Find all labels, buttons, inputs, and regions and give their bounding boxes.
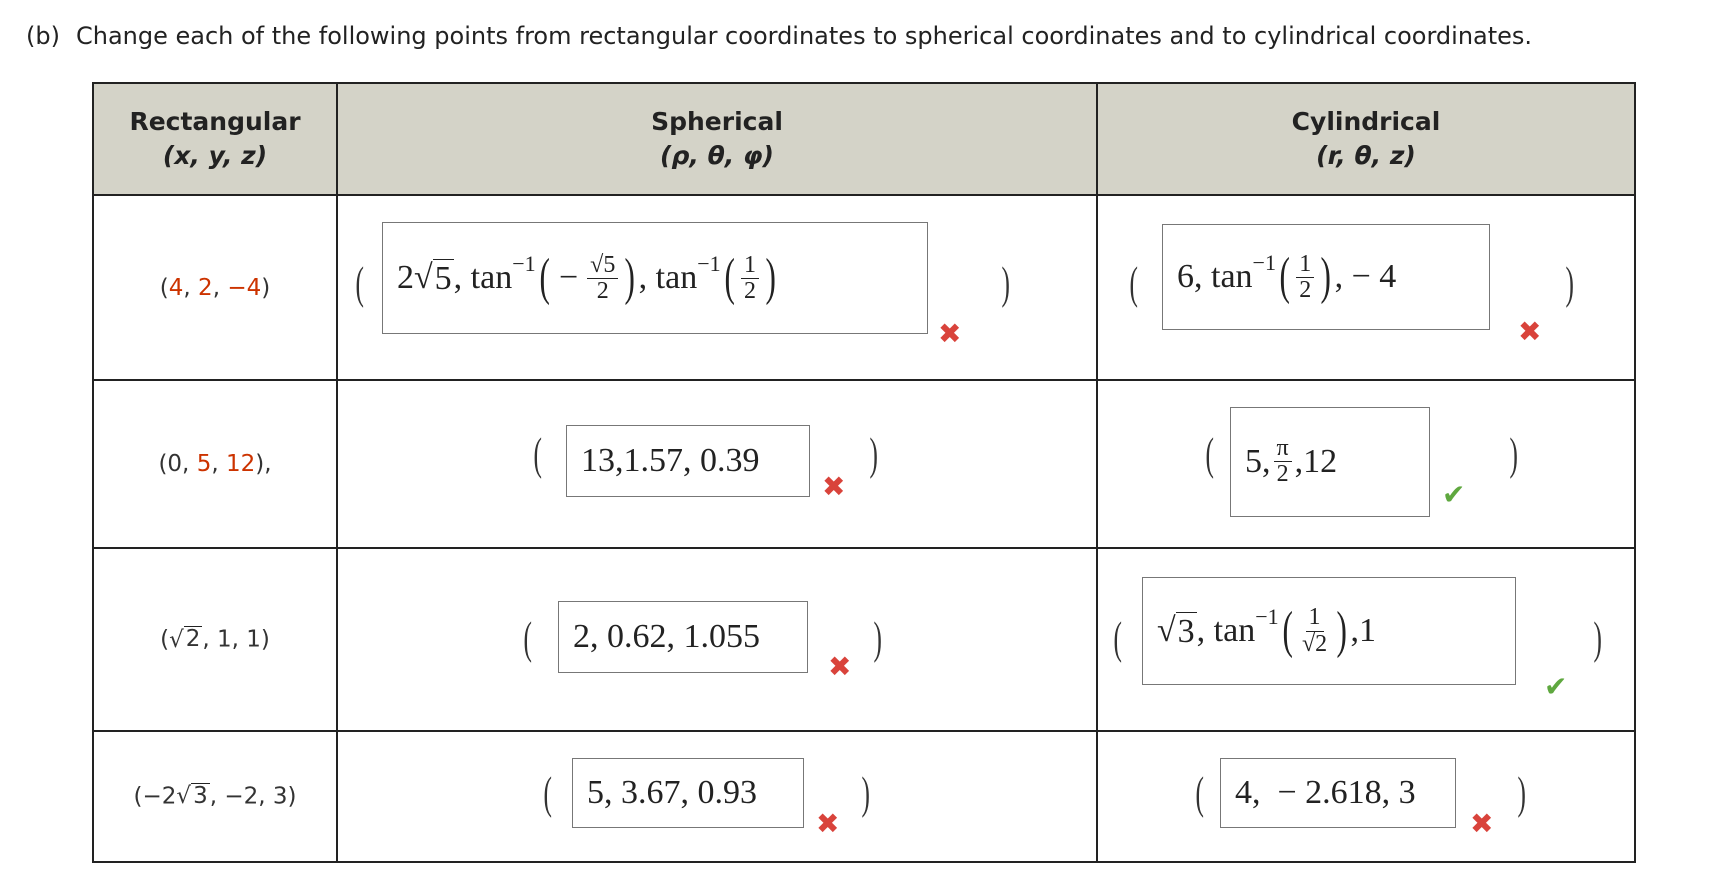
text: (−2: [133, 783, 177, 810]
spherical-answer-input[interactable]: [572, 758, 804, 828]
text: ,1: [1350, 612, 1376, 650]
rectangular-point: [93, 548, 337, 730]
superscript: −1: [1252, 250, 1276, 276]
text: (: [159, 274, 169, 301]
denominator: 2: [1276, 461, 1289, 488]
open-paren: (: [724, 249, 735, 307]
denominator: √2: [1301, 630, 1328, 657]
math-expression: [397, 249, 779, 307]
text: −: [558, 259, 579, 297]
text: , tan: [638, 259, 698, 297]
sqrt: √ 3: [176, 783, 208, 810]
question-prompt: [26, 22, 1532, 50]
incorrect-icon: ✖: [1470, 806, 1494, 840]
answer-value: 13,1.57, 0.39: [581, 441, 760, 479]
incorrect-icon: ✖: [828, 650, 852, 684]
close-paren: ): [1336, 602, 1348, 660]
answer-value: 5, 3.67, 0.93: [587, 773, 757, 811]
math-expression: [1245, 436, 1337, 487]
text: , 1, 1): [202, 626, 270, 653]
denominator: 2: [1299, 276, 1312, 303]
open-paren: (: [355, 257, 364, 309]
answer-value: 4, − 2.618, 3: [1235, 773, 1416, 811]
incorrect-icon: ✖: [822, 469, 846, 503]
text: (0,: [158, 450, 197, 477]
sqrt: √ 5: [414, 259, 452, 298]
close-paren: ): [765, 249, 776, 307]
close-paren: ): [1593, 612, 1602, 664]
numerator: 1: [1306, 605, 1324, 631]
x-value: 4: [168, 274, 184, 301]
text: (: [160, 626, 170, 653]
header-vars: (x, y, z): [162, 141, 268, 171]
text: , −2, 3): [209, 783, 297, 810]
z-value: 12: [225, 450, 256, 477]
text: 5: [603, 251, 616, 278]
text: ),: [255, 450, 272, 477]
open-paren: (: [543, 766, 552, 818]
spherical-answer-cell: [337, 731, 1097, 862]
rectangular-point: [93, 195, 337, 379]
numerator: π: [1274, 436, 1292, 462]
table-row: [93, 731, 1635, 862]
radicand: 3: [1177, 612, 1195, 650]
close-paren: ): [861, 766, 870, 818]
rectangular-point: [93, 380, 337, 548]
header-title: Rectangular: [129, 107, 301, 137]
close-paren: ): [1565, 257, 1574, 309]
open-paren: (: [539, 249, 550, 307]
spherical-answer-cell: [337, 548, 1097, 730]
radicand: 3: [193, 783, 208, 810]
header-title: Spherical: [651, 107, 783, 137]
superscript: −1: [512, 251, 536, 277]
superscript: −1: [697, 251, 721, 277]
spherical-answer-cell: [337, 380, 1097, 548]
denominator: 2: [743, 277, 756, 304]
header-spherical: [337, 83, 1097, 195]
y-value: 2: [198, 274, 213, 301]
open-paren: (: [1113, 612, 1122, 664]
header-title: Cylindrical: [1291, 107, 1441, 137]
cylindrical-answer-input[interactable]: [1230, 407, 1430, 517]
open-paren: (: [1205, 427, 1214, 479]
header-cylindrical: [1097, 83, 1635, 195]
text: 2: [397, 259, 414, 297]
cylindrical-answer-input[interactable]: [1162, 224, 1490, 330]
close-paren: ): [624, 249, 636, 307]
spherical-answer-input[interactable]: [382, 222, 928, 334]
open-paren: (: [1195, 766, 1204, 818]
close-paren: ): [869, 427, 878, 479]
incorrect-icon: ✖: [1518, 315, 1542, 349]
spherical-answer-cell: [337, 195, 1097, 379]
prompt-text: Change each of the following points from rectangular coordinates to spherical coordinates and to cylindrical coordinates.: [75, 22, 1533, 50]
radicand: 2: [185, 626, 201, 653]
fraction: [587, 253, 618, 304]
header-vars: (ρ, θ, φ): [660, 141, 774, 171]
answer-value: 2, 0.62, 1.055: [573, 618, 760, 656]
cylindrical-answer-input[interactable]: [1220, 758, 1456, 828]
close-paren: ): [1517, 766, 1526, 818]
close-paren: ): [873, 612, 882, 664]
open-paren: (: [533, 427, 542, 479]
incorrect-icon: ✖: [938, 317, 962, 351]
close-paren: ): [1320, 248, 1332, 306]
cylindrical-answer-cell: [1097, 548, 1635, 730]
correct-icon: ✔: [1544, 670, 1568, 704]
header-row: [93, 83, 1635, 195]
open-paren: (: [1279, 248, 1290, 306]
table-row: [93, 195, 1635, 379]
sqrt: √ 3: [1157, 612, 1195, 650]
text: ,: [211, 450, 226, 477]
text: , tan: [1196, 612, 1256, 650]
denominator: 2: [596, 277, 609, 304]
z-value: −4: [227, 274, 262, 301]
fraction: [741, 253, 759, 304]
conversion-table: [92, 82, 1636, 863]
fraction: [1274, 436, 1292, 487]
math-expression: [1177, 248, 1397, 306]
spherical-answer-input[interactable]: [558, 601, 808, 673]
text: ,12: [1294, 442, 1338, 480]
fraction: [1296, 252, 1314, 303]
text: 5,: [1245, 442, 1271, 480]
table-row: [93, 548, 1635, 730]
fraction: [1299, 605, 1330, 656]
cylindrical-answer-cell: [1097, 380, 1635, 548]
text: ): [261, 274, 271, 301]
numerator: √5: [587, 253, 618, 279]
open-paren: (: [523, 612, 532, 664]
text: ,: [212, 274, 228, 301]
cylindrical-answer-cell: [1097, 195, 1635, 379]
open-paren: (: [1282, 602, 1293, 660]
incorrect-icon: ✖: [816, 806, 840, 840]
open-paren: (: [1129, 257, 1138, 309]
part-label: (b): [26, 22, 60, 50]
close-paren: ): [1509, 427, 1518, 479]
radicand: 5: [434, 260, 452, 298]
cylindrical-answer-input[interactable]: [1142, 577, 1516, 685]
rectangular-point: [93, 731, 337, 862]
header-rectangular: [93, 83, 337, 195]
sqrt: √ 2: [169, 626, 201, 653]
header-vars: (r, θ, z): [1316, 141, 1416, 171]
spherical-answer-input[interactable]: [566, 425, 810, 497]
text: ,: [183, 274, 199, 301]
correct-icon: ✔: [1442, 477, 1466, 511]
cylindrical-answer-cell: [1097, 731, 1635, 862]
numerator: 1: [741, 253, 759, 279]
superscript: −1: [1255, 604, 1279, 630]
text: , tan: [453, 259, 513, 297]
y-value: 5: [196, 450, 212, 477]
text: , − 4: [1334, 258, 1397, 296]
table-row: [93, 380, 1635, 548]
math-expression: [1157, 602, 1376, 660]
close-paren: ): [1001, 257, 1010, 309]
numerator: 1: [1296, 252, 1314, 278]
text: 2: [1315, 630, 1328, 657]
text: 6, tan: [1177, 258, 1253, 296]
